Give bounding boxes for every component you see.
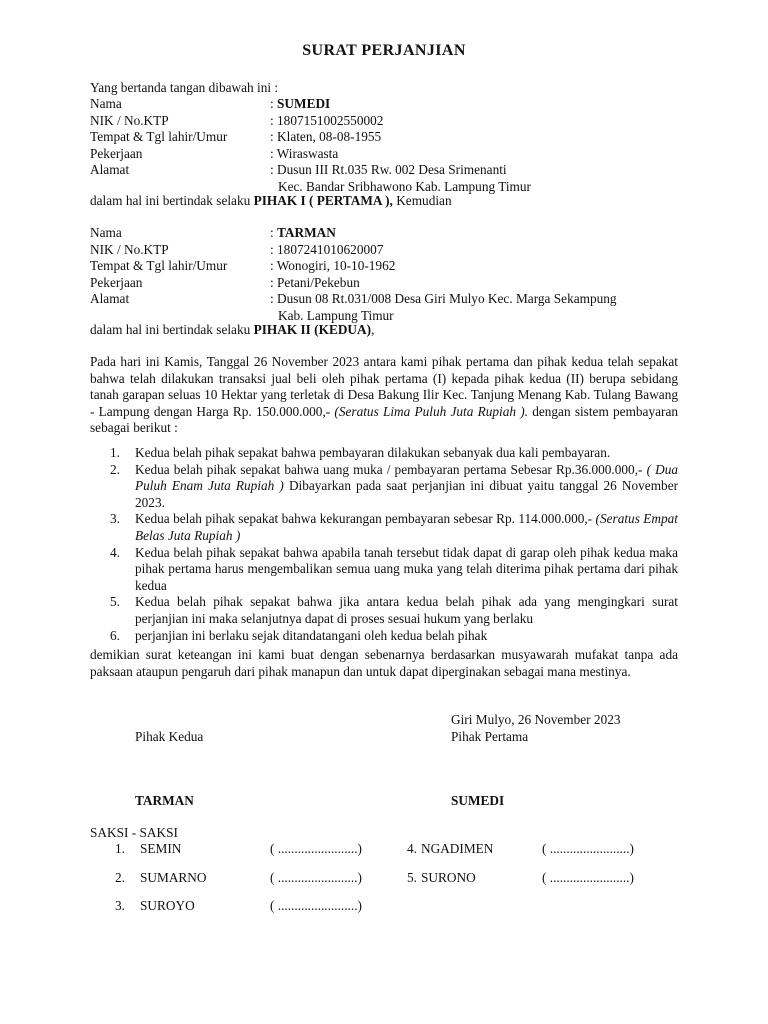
party2-role-line: dalam hal ini bertindak selaku PIHAK II (KEDUA),	[90, 322, 375, 337]
party1-job-row: Pekerjaan : Wiraswasta	[90, 145, 339, 161]
party2-nik-row: NIK / No.KTP : 1807241010620007	[90, 241, 384, 257]
witness-signature-blank: ( ........................)	[270, 870, 362, 885]
witness-signature-blank: ( ........................)	[542, 841, 634, 856]
party1-address-line2: Kec. Bandar Sribhawono Kab. Lampung Timur	[278, 178, 531, 194]
witness-name: SEMIN	[140, 841, 182, 856]
witness-name: SURONO	[421, 870, 476, 885]
list-item: 6. perjanjian ini berlaku sejak ditandatangani oleh kedua belah pihak	[110, 627, 488, 643]
party1-birth: Klaten, 08-08-1955	[277, 129, 382, 145]
list-item: 3. Kedua belah pihak sepakat bahwa kekurangan pembayaran sebesar Rp. 114.000.000,- (Seratus Empat Belas Juta Rupiah )	[110, 511, 679, 543]
document-title: SURAT PERJANJIAN	[302, 42, 466, 59]
list-item: 4. Kedua belah pihak sepakat bahwa apabila tanah tersebut tidak dapat di garap oleh pihak kedua maka pihak pertama harus mengembalikan semua uang muka yang telah diterima pihak pertama dari pihak kedua	[110, 544, 678, 593]
field-label: Tempat & Tgl lahir/Umur	[90, 258, 228, 274]
party2-birth-row: Tempat & Tgl lahir/Umur : Wonogiri, 10-10-1962	[90, 258, 396, 274]
agreement-tail: dengan sistem pembayaran sebagai berikut :	[90, 403, 678, 436]
closing-paragraph: demikian surat keteangan ini kami buat dengan sebenarnya berdasarkan musyawarah mufakat tanpa ada paksaan ataupun pengaruh dari pihak manapun dan untuk dapat diperginakan sebagai mana mestinya.	[90, 647, 678, 679]
field-label: Nama	[90, 96, 122, 111]
party2-job: Petani/Pekebun	[277, 274, 360, 290]
party2-address: Dusun 08 Rt.031/008 Desa Giri Mulyo Kec. Marga Sekampung	[277, 291, 617, 307]
party1-role-line: dalam hal ini bertindak selaku PIHAK I ( PERTAMA ), Kemudian	[90, 193, 452, 208]
signature-name-left: TARMAN	[135, 793, 194, 808]
party2-birth: Wonogiri, 10-10-1962	[276, 258, 396, 274]
party1-nik-row: NIK / No.KTP : 1807151002550002	[90, 112, 384, 128]
witness-heading: SAKSI - SAKSI	[90, 825, 178, 840]
field-label: Nama	[90, 225, 122, 240]
field-label: Pekerjaan	[90, 145, 143, 161]
clauses-list	[110, 445, 678, 644]
party2-block	[90, 225, 690, 325]
intro-text: Yang bertanda tangan dibawah ini :	[90, 80, 279, 95]
party1-birth-row: Tempat & Tgl lahir/Umur : Klaten, 08-08-1955	[90, 129, 382, 145]
party1-name-row: Nama : SUMEDI	[90, 96, 331, 111]
party1-nik: 1807151002550002	[277, 112, 384, 128]
witness-num: 1.	[115, 841, 125, 856]
field-label: Alamat	[90, 291, 130, 307]
agreement-paragraph	[90, 354, 678, 437]
witness-num: 4.	[407, 841, 417, 856]
witness-signature-blank: ( ........................)	[542, 870, 634, 885]
witness-name: NGADIMEN	[421, 841, 494, 856]
party2-name-row: Nama : TARMAN	[90, 225, 336, 240]
party2-role: PIHAK II (KEDUA)	[253, 322, 372, 337]
party2-job-row: Pekerjaan : Petani/Pekebun	[90, 274, 360, 290]
witness-signature-blank: ( ........................)	[270, 898, 362, 913]
party1-name: SUMEDI	[277, 96, 331, 111]
witness-num: 3.	[115, 898, 125, 913]
field-label: Alamat	[90, 162, 130, 178]
party2-nik: 1807241010620007	[277, 241, 384, 257]
witness-signature-blank: ( ........................)	[270, 841, 362, 856]
witness-num: 2.	[115, 870, 125, 885]
party1-block	[90, 96, 690, 196]
party1-job: Wiraswasta	[276, 145, 339, 161]
field-label: NIK / No.KTP	[90, 112, 169, 128]
party1-role: PIHAK I ( PERTAMA ),	[253, 193, 393, 208]
agreement-amount-words: (Seratus Lima Puluh Juta Rupiah ).	[334, 403, 528, 419]
field-label: Pekerjaan	[90, 274, 143, 290]
witness-name: SUMARNO	[140, 870, 207, 885]
signature-role-left: Pihak Kedua	[135, 729, 204, 744]
list-item: 5. Kedua belah pihak sepakat bahwa jika antara kedua belah pihak ada yang mengingkari surat perjanjian ini maka selanjutnya dapat di proses sesuai hukum yang berlaku	[110, 594, 678, 626]
witness-num: 5.	[407, 870, 417, 885]
party2-name: TARMAN	[277, 225, 336, 240]
party1-address: Dusun III Rt.035 Rw. 002 Desa Srimenanti	[277, 162, 507, 178]
party2-address-line2: Kab. Lampung Timur	[278, 307, 394, 323]
list-item: 2. Kedua belah pihak sepakat bahwa uang muka / pembayaran pertama Sebesar Rp.36.000.000,- ( Dua Puluh Enam Juta Rupiah ) Dibayarkan pada saat perjanjian ini dibuat yaitu tanggal 26 November 2023.	[110, 461, 679, 510]
signature-role-right: Pihak Pertama	[451, 729, 529, 744]
party1-address-row: Alamat : Dusun III Rt.035 Rw. 002 Desa Srimenanti	[90, 162, 507, 178]
place-date: Giri Mulyo, 26 November 2023	[451, 712, 621, 727]
agreement-text: Pada hari ini Kamis, Tanggal 26 November 2023 antara kami pihak pertama dan pihak kedua telah sepakat bahwa telah dilakukan transaksi jual beli oleh pihak pertama (I) kepada pihak kedua (II) berupa sebidang tanah garapan seluas 10 Hektar yang terletak di Desa Bakung Ilir Kec. Tanjung Menang Kab. Tulang Bawang - Lampung dengan Harga Rp. 150.000.000,-	[90, 354, 678, 419]
field-label: Tempat & Tgl lahir/Umur	[90, 129, 228, 145]
list-item: 1. Kedua belah pihak sepakat bahwa pembayaran dilakukan sebanyak dua kali pembayaran.	[110, 445, 611, 460]
field-label: NIK / No.KTP	[90, 241, 169, 257]
signature-name-right: SUMEDI	[451, 793, 505, 808]
witness-name: SUROYO	[140, 898, 195, 913]
party2-address-row: Alamat : Dusun 08 Rt.031/008 Desa Giri Mulyo Kec. Marga Sekampung	[90, 291, 617, 307]
